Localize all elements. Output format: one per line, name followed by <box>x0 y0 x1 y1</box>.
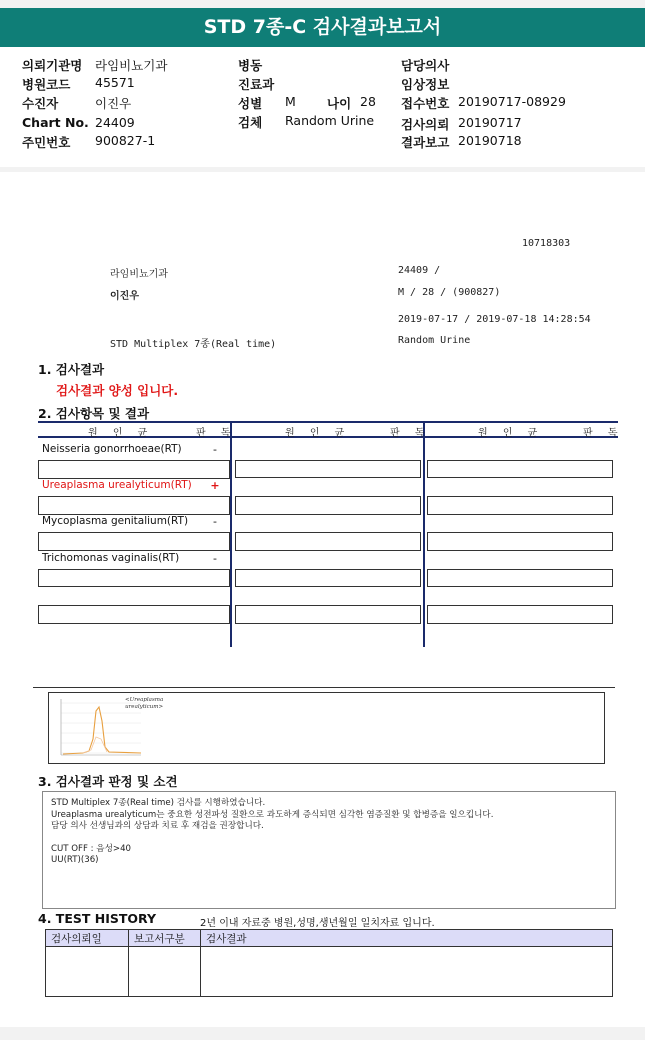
print-institution: 라임비뇨기과 <box>110 269 168 280</box>
results-col-divider-1 <box>230 423 232 647</box>
negative-result: - <box>213 515 217 528</box>
print-test-name: STD Multiplex 7종(Real time) <box>110 339 277 350</box>
hospital-code-value: 45571 <box>95 75 135 90</box>
patient-value: 이진우 <box>95 96 132 111</box>
request-value: 20190717 <box>458 115 522 130</box>
specimen-label: 검체 <box>238 115 263 130</box>
empty-cell <box>38 460 230 479</box>
print-patient: 이진우 <box>110 291 139 302</box>
empty-cell <box>235 460 421 478</box>
organism-name: Mycoplasma genitalium(RT) <box>42 515 189 527</box>
institution-value: 라임비뇨기과 <box>95 58 168 73</box>
history-note: 2년 이내 자료중 병원,성명,생년월일 일치자료 입니다. <box>200 918 435 929</box>
dept-label: 진료과 <box>238 77 275 92</box>
empty-cell <box>38 532 230 551</box>
age-value: 28 <box>360 94 376 109</box>
empty-cell <box>235 605 421 624</box>
history-table <box>45 929 613 997</box>
col-organism-1: 원 인 균 <box>88 428 154 439</box>
opinion-line: UU(RT)(36) <box>51 855 99 865</box>
report-paper <box>0 172 645 1027</box>
print-dates: 2019-07-17 / 2019-07-18 14:28:54 <box>398 314 591 325</box>
section3-title: 3. 검사결과 판정 및 소견 <box>38 774 178 789</box>
col-judgment-2: 판 독 <box>390 428 431 439</box>
request-label: 검사의뢰 <box>401 117 450 132</box>
empty-cell <box>38 496 230 515</box>
report-header <box>0 47 645 167</box>
results-top-border <box>38 421 618 423</box>
print-specimen: Random Urine <box>398 335 471 346</box>
col-judgment-1: 판 독 <box>196 428 237 439</box>
specimen-value: Random Urine <box>285 113 375 128</box>
history-cell <box>129 947 201 997</box>
empty-cell <box>427 532 613 551</box>
empty-cell <box>235 569 421 587</box>
empty-cell <box>427 569 613 587</box>
empty-cell <box>235 532 421 551</box>
doctor-label: 담당의사 <box>401 58 450 73</box>
chart-label: Chart No. <box>22 115 89 130</box>
print-sex-age: M / 28 / (900827) <box>398 287 501 298</box>
graph-label-line1: <Ureaplasma <box>125 697 164 703</box>
section2-title: 2. 검사항목 및 결과 <box>38 406 150 421</box>
organism-name: Trichomonas vaginalis(RT) <box>42 552 180 564</box>
opinion-box <box>42 791 616 909</box>
ward-label: 병동 <box>238 58 263 73</box>
rrn-label: 주민번호 <box>22 135 71 150</box>
organism-name: Ureaplasma urealyticum(RT) <box>42 479 192 491</box>
history-col-result: 검사결과 <box>201 930 613 947</box>
receipt-label: 접수번호 <box>401 96 450 111</box>
organism-name: Neisseria gonorrhoeae(RT) <box>42 443 182 455</box>
opinion-line <box>51 833 607 844</box>
hospital-code-label: 병원코드 <box>22 77 71 92</box>
history-col-report-type: 보고서구분 <box>129 930 201 947</box>
empty-cell <box>427 496 613 515</box>
receipt-value: 20190717-08929 <box>458 94 566 109</box>
age-label: 나이 <box>327 96 352 111</box>
opinion-line: Ureaplasma urealyticum는 중요한 성전파성 질환으로 과도하게 증식되면 심각한 염증질환 및 합병증을 일으킵니다. <box>51 809 494 820</box>
negative-result: - <box>213 552 217 565</box>
sex-value: M <box>285 94 296 109</box>
empty-cell <box>38 569 230 587</box>
amplification-curve <box>63 707 141 754</box>
doc-number: 10718303 <box>522 238 571 249</box>
empty-cell <box>235 496 421 515</box>
empty-cell <box>38 605 230 624</box>
col-judgment-3: 판 독 <box>583 428 624 439</box>
graph-divider <box>33 687 615 688</box>
empty-cell <box>427 605 613 624</box>
opinion-line: 담당 의사 선생님과의 상담과 치료 후 재검을 권장합니다. <box>51 821 264 831</box>
report-date-value: 20190718 <box>458 133 522 148</box>
result-summary: 검사결과 양성 입니다. <box>56 383 179 398</box>
rrn-value: 900827-1 <box>95 133 156 148</box>
patient-label: 수진자 <box>22 96 59 111</box>
results-col-divider-2 <box>423 423 425 647</box>
graph-label-line2: urealyticum> <box>125 704 164 710</box>
report-date-label: 결과보고 <box>401 135 450 150</box>
opinion-line: CUT OFF : 음성>40 <box>51 843 132 854</box>
institution-label: 의뢰기관명 <box>22 58 83 73</box>
positive-result: + <box>210 479 220 492</box>
history-cell <box>201 947 613 997</box>
amplification-graph <box>48 692 605 764</box>
opinion-line: STD Multiplex 7종(Real time) 검사를 시행하였습니다. <box>51 798 266 808</box>
section1-title: 1. 검사결과 <box>38 362 105 377</box>
print-chart: 24409 / <box>398 265 441 276</box>
history-cell <box>46 947 129 997</box>
chart-value: 24409 <box>95 115 135 130</box>
section4-title: 4. TEST HISTORY <box>38 911 157 926</box>
clinical-label: 임상정보 <box>401 77 450 92</box>
history-col-request-date: 검사의뢰일 <box>46 930 129 947</box>
empty-cell <box>427 460 613 478</box>
negative-result: - <box>213 443 217 456</box>
report-title: STD 7종-C 검사결과보고서 <box>0 8 645 47</box>
col-organism-3: 원 인 균 <box>478 428 544 439</box>
sex-label: 성별 <box>238 96 263 111</box>
col-organism-2: 원 인 균 <box>285 428 351 439</box>
